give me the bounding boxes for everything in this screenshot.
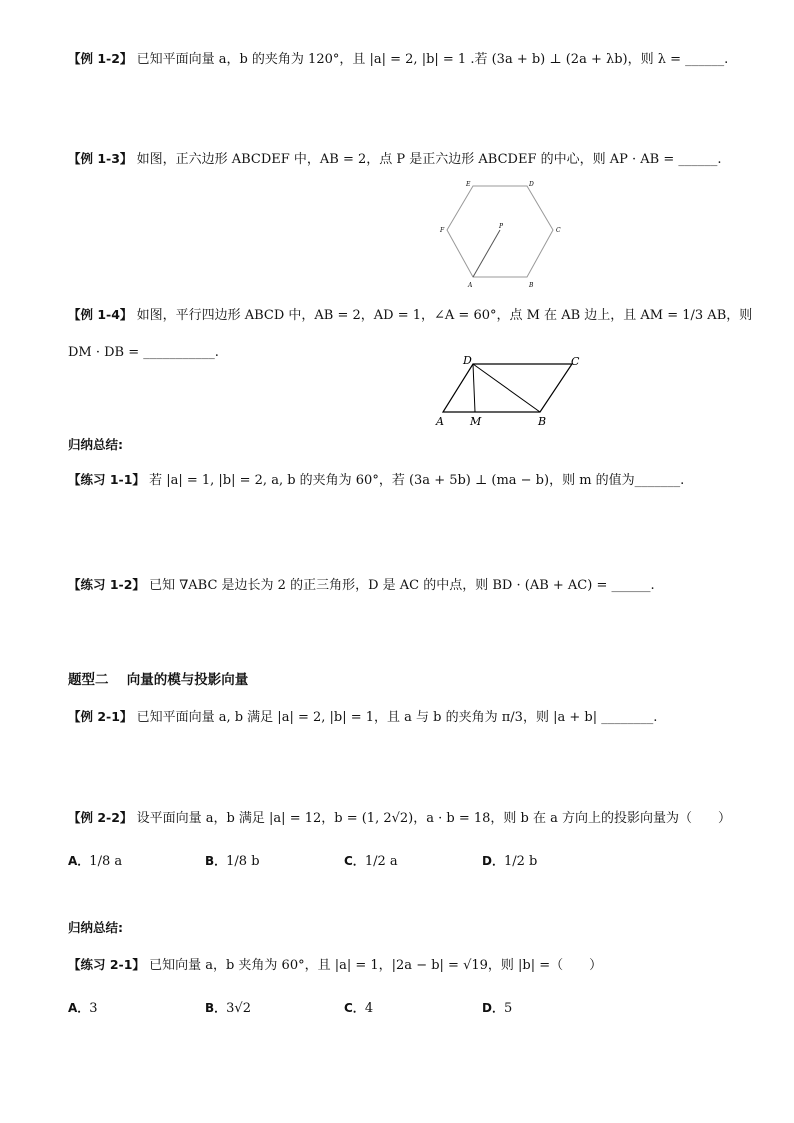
para-label-C: C [571,355,580,368]
practice-text: 已知 ∇ABC 是边长为 2 的正三角形，D 是 AC 的中点，则 BD · (AB + AC) = ______. [149,578,655,593]
example-1-4 [68,306,752,325]
hex-label-E: E [466,181,471,188]
example-1-3 [68,150,722,169]
example-label: 【例 2-2】 [68,810,133,825]
practice-2-1 [68,956,602,975]
hex-label-D: D [529,181,534,188]
option-d[interactable]: D．5 [482,1001,513,1016]
hex-label-P: P [499,223,504,230]
option-a[interactable]: A．1/8 a [68,854,123,869]
para-label-B: B [538,415,547,428]
option-c[interactable]: C．1/2 a [344,854,398,869]
example-label: 【例 1-4】 [68,307,133,322]
example-2-1 [68,708,657,727]
practice-label: 【练习 1-2】 [68,577,145,592]
example-text: 已知平面向量 a, b 满足 |a| = 2, |b| = 1，且 a 与 b 的夹角为 π/3，则 |a + b| ________. [136,710,658,725]
para-label-A: A [436,415,444,428]
practice-label: 【练习 1-1】 [68,472,145,487]
option-c[interactable]: C．4 [344,1001,374,1016]
option-b[interactable]: B．3√2 [205,1001,251,1016]
section-heading: 题型二 向量的模与投影向量 [68,672,249,688]
para-label-M: M [470,415,482,428]
hex-label-B: B [529,282,534,289]
hex-label-C: C [556,227,561,234]
example-text-cont: DM · DB = ___________. [68,345,219,360]
para-label-D: D [463,354,472,367]
example-label: 【例 1-3】 [68,151,133,166]
practice-label: 【练习 2-1】 [68,957,145,972]
practice-text: 已知向量 a，b 夹角为 60°，且 |a| = 1，|2a − b| = √19，则 |b| =（ ） [149,958,603,973]
summary-heading-2: 归纳总结: [68,920,123,935]
hex-label-F: F [440,227,445,234]
example-text: 如图，正六边形 ABCDEF 中，AB = 2，点 P 是正六边形 ABCDEF 的中心，则 AP · AB = ______. [136,152,722,167]
hexagon-figure [435,180,565,290]
practice-1-1 [68,471,684,490]
option-b[interactable]: B．1/8 b [205,854,260,869]
example-1-2 [68,50,728,69]
practice-text: 若 |a| = 1, |b| = 2, a, b 的夹角为 60°，若 (3a + 5b) ⊥ (ma − b)，则 m 的值为_______. [149,473,685,488]
parallelogram-figure [430,352,590,430]
summary-heading: 归纳总结: [68,437,123,452]
option-a[interactable]: A．3 [68,1001,98,1016]
option-d[interactable]: D．1/2 b [482,854,538,869]
hex-label-A: A [468,282,473,289]
example-2-2 [68,809,731,828]
example-text: 设平面向量 a，b 满足 |a| = 12，b = (1, 2√2)，a · b = 18，则 b 在 a 方向上的投影向量为（ ） [136,811,732,826]
example-1-4-cont [68,344,219,362]
practice-1-2 [68,576,655,595]
example-label: 【例 1-2】 [68,51,133,66]
example-text: 已知平面向量 a，b 的夹角为 120°，且 |a| = 2, |b| = 1 .若 (3a + b) ⊥ (2a + λb)，则 λ = ______. [136,52,729,67]
example-label: 【例 2-1】 [68,709,133,724]
example-text: 如图，平行四边形 ABCD 中，AB = 2，AD = 1，∠A = 60°，点 M 在 AB 边上，且 AM = 1/3 AB，则 [136,308,753,323]
